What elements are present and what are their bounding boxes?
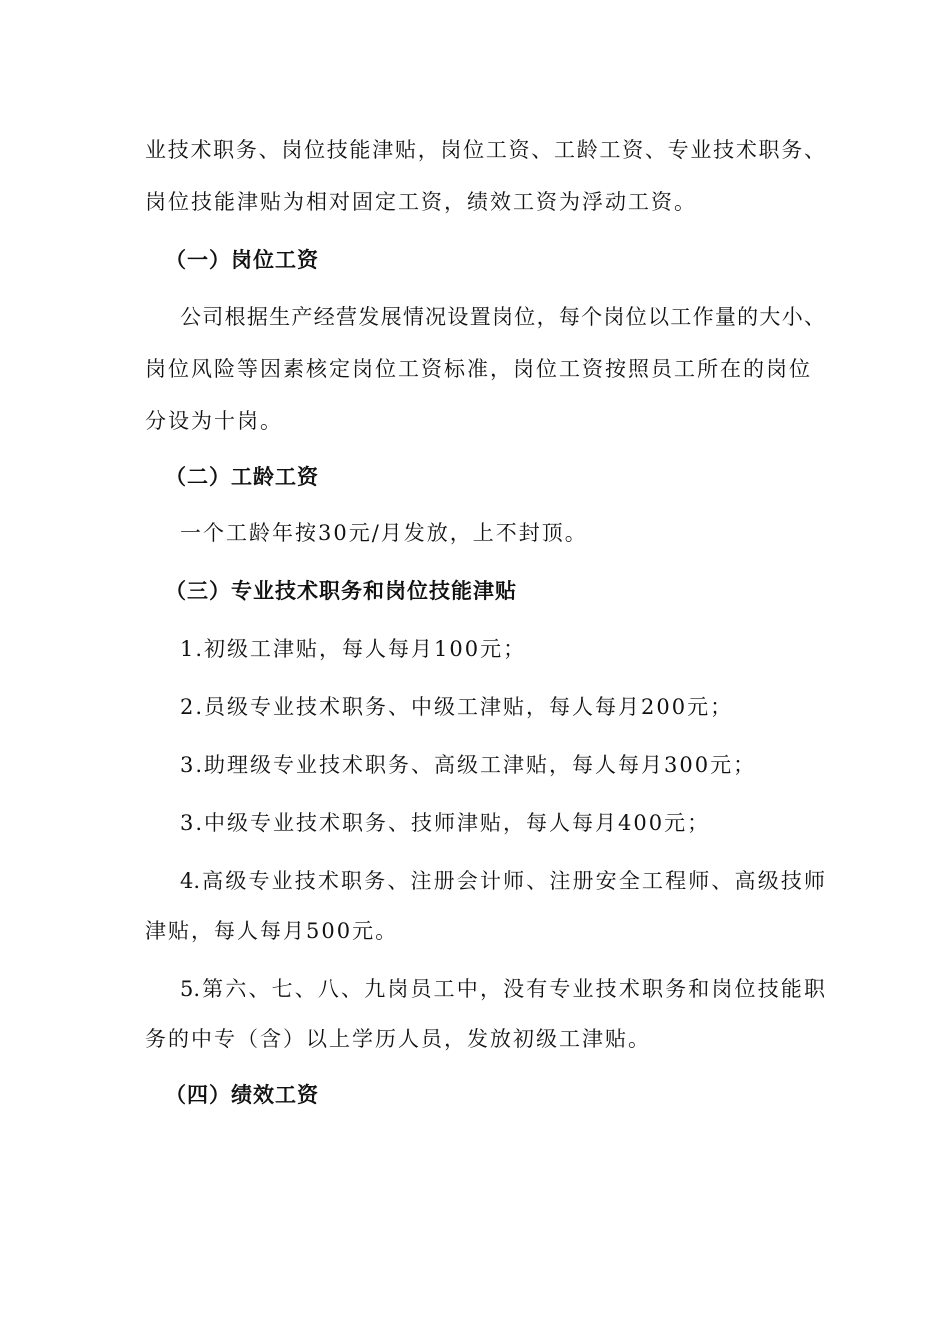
list-item: 1.初级工津贴，每人每月100元； [180, 637, 527, 661]
paragraph-line: 分设为十岗。 [145, 409, 283, 433]
section-heading-4: （四）绩效工资 [165, 1082, 319, 1107]
section-heading-1: （一）岗位工资 [165, 247, 319, 272]
paragraph-line: 一个工龄年按30元/月发放，上不封顶。 [180, 521, 588, 545]
list-item: 4.高级专业技术职务、注册会计师、注册安全工程师、高级技师 [180, 869, 825, 893]
list-item: 3.助理级专业技术职务、高级工津贴，每人每月300元； [180, 753, 757, 777]
list-item: 2.员级专业技术职务、中级工津贴，每人每月200元； [180, 695, 734, 719]
list-item-continuation: 务的中专（含）以上学历人员，发放初级工津贴。 [145, 1027, 651, 1051]
section-heading-2: （二）工龄工资 [165, 464, 319, 489]
paragraph-line: 岗位技能津贴为相对固定工资，绩效工资为浮动工资。 [145, 190, 697, 214]
list-item: 3.中级专业技术职务、技师津贴，每人每月400元； [180, 811, 711, 835]
list-item: 5.第六、七、八、九岗员工中，没有专业技术职务和岗位技能职 [180, 977, 825, 1001]
paragraph-line: 业技术职务、岗位技能津贴，岗位工资、工龄工资、专业技术职务、 [145, 138, 825, 162]
paragraph-line: 公司根据生产经营发展情况设置岗位，每个岗位以工作量的大小、 [180, 305, 825, 329]
paragraph-line: 岗位风险等因素核定岗位工资标准，岗位工资按照员工所在的岗位 [145, 357, 812, 381]
section-heading-3: （三）专业技术职务和岗位技能津贴 [165, 578, 517, 603]
list-item-continuation: 津贴，每人每月500元。 [145, 919, 399, 943]
